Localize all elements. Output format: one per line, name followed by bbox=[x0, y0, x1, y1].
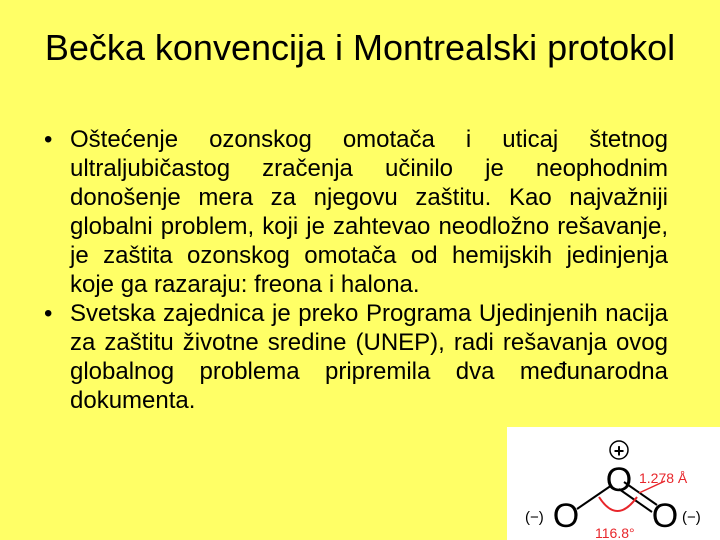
charge-right: (−) bbox=[682, 509, 701, 526]
bullet-item bbox=[44, 299, 668, 415]
ozone-molecule-diagram bbox=[507, 427, 720, 540]
atom-center: O bbox=[605, 461, 633, 499]
charge-top: + bbox=[613, 441, 625, 461]
charge-left: (−) bbox=[525, 509, 544, 526]
bullet-text: Oštećenje ozonskog omotača i uticaj štetnog ultraljubičastog zračenja učinilo je neophodnim donošenje mera za njegovu zaštitu. Kao najvažniji globalni problem, koji je zahtevao neodložno rešavanje, je zaštita ozonskog omotača od hemijskih jedinjenja koje ga razaraju: freona i halona. bbox=[70, 126, 668, 298]
atom-right: O bbox=[651, 497, 679, 535]
bullet-dot: • bbox=[44, 126, 53, 153]
bullet-dot: • bbox=[44, 300, 53, 327]
bond-angle-arc bbox=[599, 497, 637, 511]
bond-length-label: 1.278 Å bbox=[639, 470, 688, 486]
bullet-item bbox=[44, 125, 668, 299]
bond-angle-label: 116.8° bbox=[595, 525, 635, 540]
bullet-list bbox=[44, 125, 668, 415]
slide-title: Bečka konvencija i Montrealski protokol bbox=[44, 27, 676, 68]
bullet-text: Svetska zajednica je preko Programa Ujedinjenih nacija za zaštitu životne sredine (UNEP), radi rešavanja ovog globalnog problema pripremila dva međunarodna dokumenta. bbox=[70, 300, 668, 414]
atom-left: O bbox=[552, 497, 580, 535]
